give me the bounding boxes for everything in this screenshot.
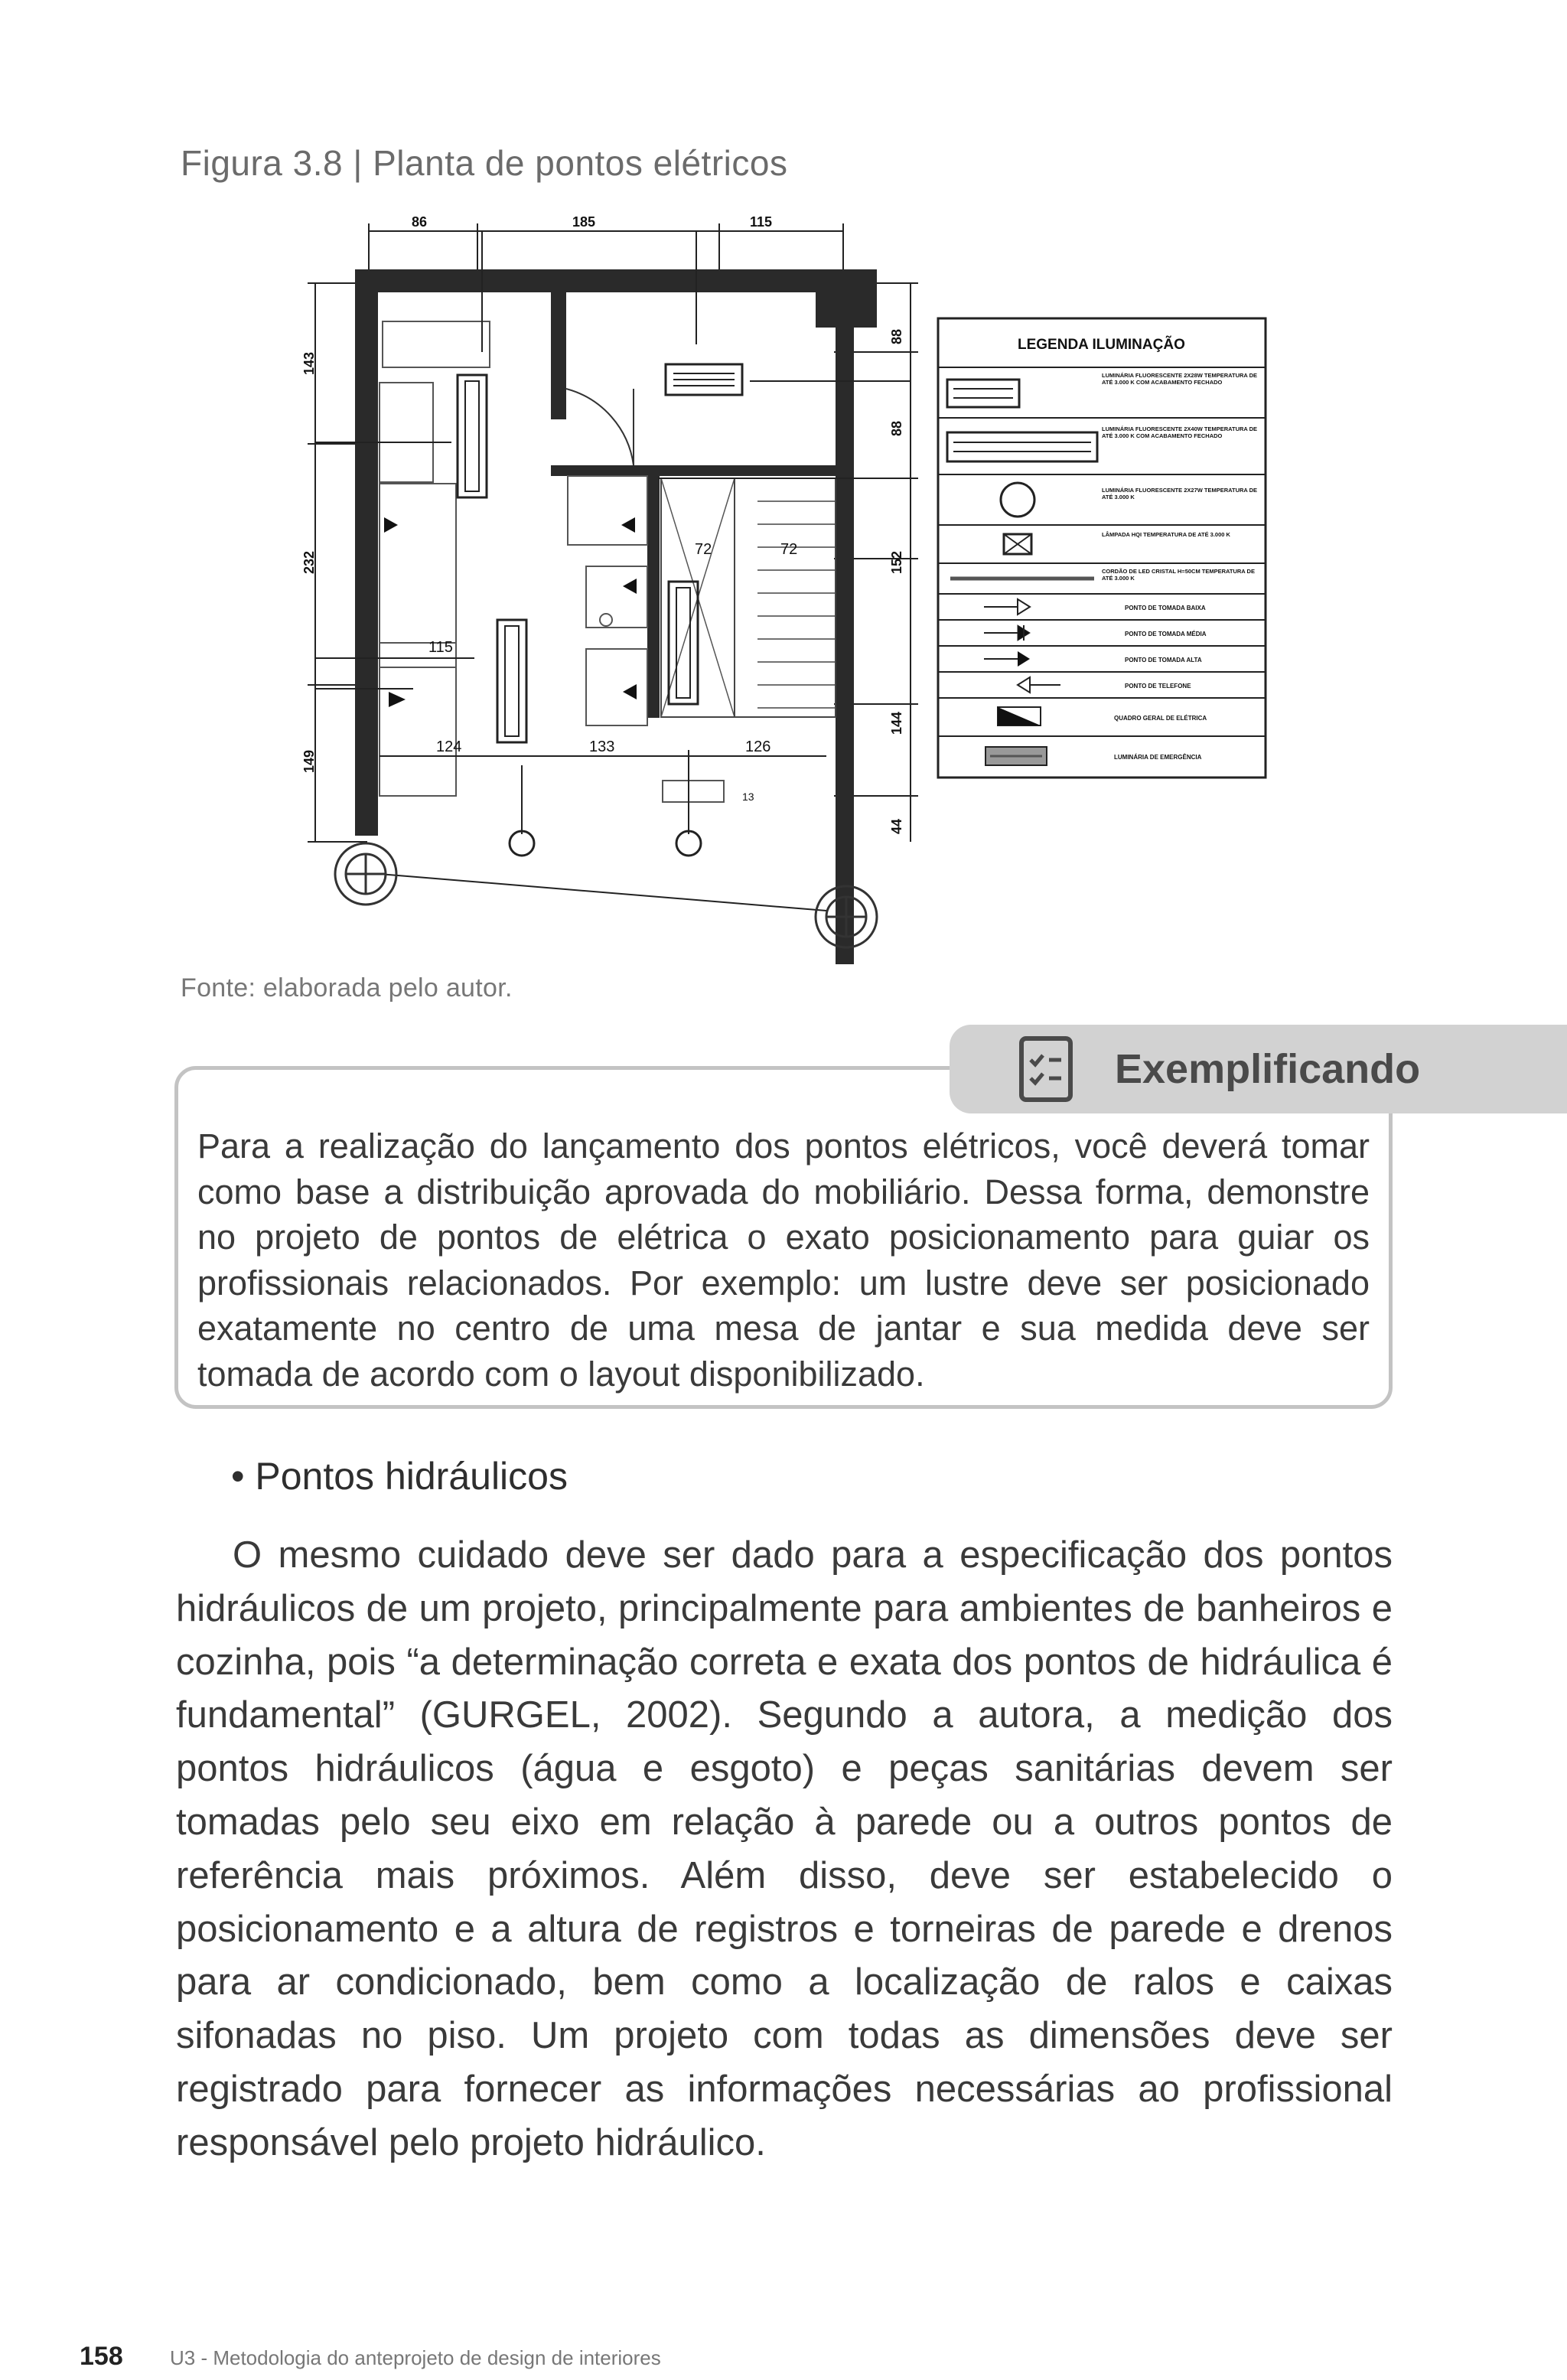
- dim-right-3: 152: [889, 550, 904, 574]
- dim-top-3: 115: [750, 214, 773, 230]
- dim-right-5: 44: [889, 818, 904, 834]
- example-text: Para a realização do lançamento dos pontos elétricos, você deverá tomar como base a distribuição aprovada do mobiliário. Dessa forma, demonstre no projeto de pontos de elétrica o exato posicionamento para guiar os profissionais relacionados. Por exemplo: um lustre deve ser posicionado exatamente no centro de uma mesa de jantar e sua medida deve ser tomada de acordo com o layout disponibilizado.: [197, 1126, 1370, 1394]
- figure-caption: Figura 3.8 | Planta de pontos elétricos: [181, 143, 788, 183]
- example-tab: [950, 1025, 1567, 1113]
- legend-item-7: PONTO DE TOMADA MÉDIA: [1125, 631, 1207, 637]
- legend-title: LEGENDA ILUMINAÇÃO: [1018, 337, 1185, 353]
- dim-inner-72a: 72: [695, 541, 712, 558]
- legend-item-10: QUADRO GERAL DE ELÉTRICA: [1114, 715, 1207, 722]
- dim-left-2: 232: [301, 550, 317, 574]
- dim-right-1: 88: [889, 328, 904, 344]
- dim-inner-13: 13: [742, 791, 754, 803]
- dim-inner-126: 126: [745, 738, 771, 755]
- legend-item-11: LUMINÁRIA DE EMERGÊNCIA: [1114, 754, 1202, 761]
- dim-inner-133: 133: [589, 738, 615, 755]
- legend-item-9: PONTO DE TELEFONE: [1125, 683, 1191, 690]
- dim-left-1: 143: [301, 351, 317, 375]
- section-heading: • Pontos hidráulicos: [231, 1455, 568, 1498]
- legend-item-4: LÂMPADA HQI TEMPERATURA DE ATÉ 3.000 K: [1102, 531, 1230, 538]
- figure-source: Fonte: elaborada pelo autor.: [181, 973, 513, 1003]
- section-body: O mesmo cuidado deve ser dado para a especificação dos pontos hidráulicos de um projeto, principalmente para ambientes de banheiros e cozinha, pois “a determinação correta e exata dos pontos de hidráulica é fundamental” (GURGEL, 2002). Segundo a autora, a medição dos pontos hidráulicos (água e esgoto) e peças sanitárias devem ser tomadas pelo seu eixo em relação à parede ou a outros pontos de referência mais próximos. Além disso, deve ser estabelecido o posicionamento e a altura de registros e torneiras de parede e drenos para ar condicionado, bem como a localização de ralos e caixas sifonadas no piso. Um projeto com todas as dimensões deve ser registrado para fornecer as informações necessárias ao profissional responsável pelo projeto hidráulico.: [176, 1534, 1393, 2163]
- legend-item-2: LUMINÁRIA FLUORESCENTE 2X40W TEMPERATURA DE ATÉ 3.000 K COM ACABAMENTO FECHADO: [1102, 425, 1258, 439]
- dim-inner-124: 124: [436, 738, 462, 755]
- legend: [938, 318, 1266, 778]
- legend-item-6: PONTO DE TOMADA BAIXA: [1125, 605, 1206, 611]
- dim-right-4: 144: [889, 711, 904, 735]
- dim-inner-115: 115: [428, 639, 453, 656]
- dim-top-1: 86: [412, 214, 428, 230]
- dim-inner-72b: 72: [780, 541, 798, 558]
- legend-item-8: PONTO DE TOMADA ALTA: [1125, 657, 1202, 663]
- footer-text: U3 - Metodologia do anteprojeto de design de interiores: [170, 2346, 661, 2369]
- legend-item-3: LUMINÁRIA FLUORESCENTE 2X27W TEMPERATURA DE ATÉ 3.000 K: [1102, 487, 1258, 500]
- legend-item-5: CORDÃO DE LED CRISTAL H=50CM TEMPERATURA DE ATÉ 3.000 K: [1102, 568, 1255, 582]
- page-number: 158: [80, 2342, 123, 2371]
- legend-item-1: LUMINÁRIA FLUORESCENTE 2X28W TEMPERATURA DE ATÉ 3.000 K COM ACABAMENTO FECHADO: [1102, 372, 1258, 386]
- dim-right-2: 88: [889, 420, 904, 436]
- example-label: Exemplificando: [1115, 1046, 1421, 1092]
- dim-left-3: 149: [301, 749, 317, 773]
- dim-top-2: 185: [572, 214, 596, 230]
- electrical-floor-plan: [291, 214, 1285, 964]
- checklist-icon: [1011, 1032, 1084, 1106]
